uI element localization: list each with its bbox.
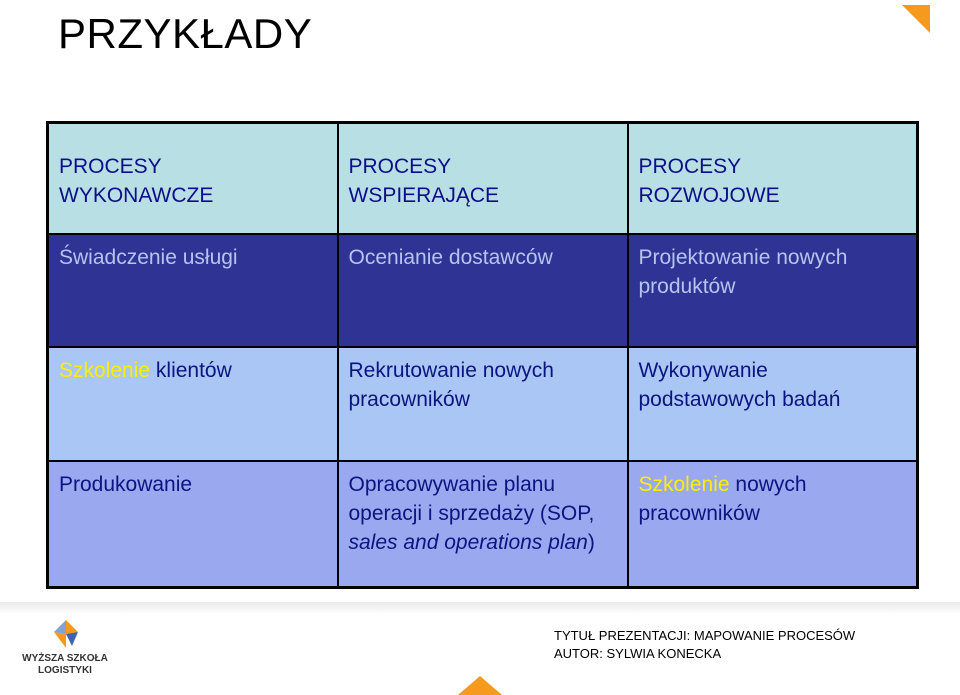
page-title: PRZYKŁADY — [58, 10, 313, 57]
school-logo-icon — [18, 618, 114, 654]
header-cell — [48, 123, 338, 235]
cell-text: nowych pracowników — [638, 473, 807, 525]
table-cell: Świadczenie usługi — [48, 234, 338, 347]
italic-text: sales and operations plan — [348, 531, 588, 554]
table-row — [48, 234, 918, 347]
presentation-title: TYTUŁ PREZENTACJI: MAPOWANIE PROCESÓW — [554, 628, 856, 643]
cell-text: ) — [587, 531, 595, 554]
header-cell — [628, 123, 918, 235]
header-cell — [338, 123, 628, 235]
table-header-row — [48, 123, 918, 235]
table-cell — [48, 347, 338, 461]
header-line: PROCESY — [638, 155, 742, 178]
header-line: PROCESY — [59, 155, 162, 178]
table-cell: Wykonywanie podstawowych badań — [628, 347, 918, 461]
presentation-author: AUTOR: SYLWIA KONECKA — [554, 646, 722, 661]
table-cell — [338, 461, 628, 588]
table-row — [48, 347, 918, 461]
table-cell — [628, 461, 918, 588]
logo-line: LOGISTYKI — [38, 665, 92, 676]
table-cell: Produkowanie — [48, 461, 338, 588]
cell-text: klientów — [150, 359, 232, 382]
bottom-triangle-icon — [458, 676, 502, 695]
cell-text: Opracowywanie planu operacji i sprzedaży (SOP, — [348, 473, 595, 525]
header-line: ROZWOJOWE — [638, 184, 780, 207]
highlighted-word: Szkolenie — [59, 359, 151, 382]
table-cell: Rekrutowanie nowych pracowników — [338, 347, 628, 461]
header-line: WYKONAWCZE — [59, 184, 214, 207]
highlighted-word: Szkolenie — [638, 473, 730, 496]
header-line: WSPIERAJĄCE — [348, 184, 500, 207]
header-line: PROCESY — [348, 155, 452, 178]
table-cell: Projektowanie nowych produktów — [628, 234, 918, 347]
logo-line: WYŻSZA SZKOŁA — [22, 653, 108, 664]
table-row — [48, 461, 918, 588]
process-examples-table — [46, 121, 919, 589]
table-cell: Ocenianie dostawców — [338, 234, 628, 347]
footer-info — [554, 627, 855, 663]
corner-triangle-icon — [902, 5, 930, 33]
logo-text — [10, 653, 120, 677]
